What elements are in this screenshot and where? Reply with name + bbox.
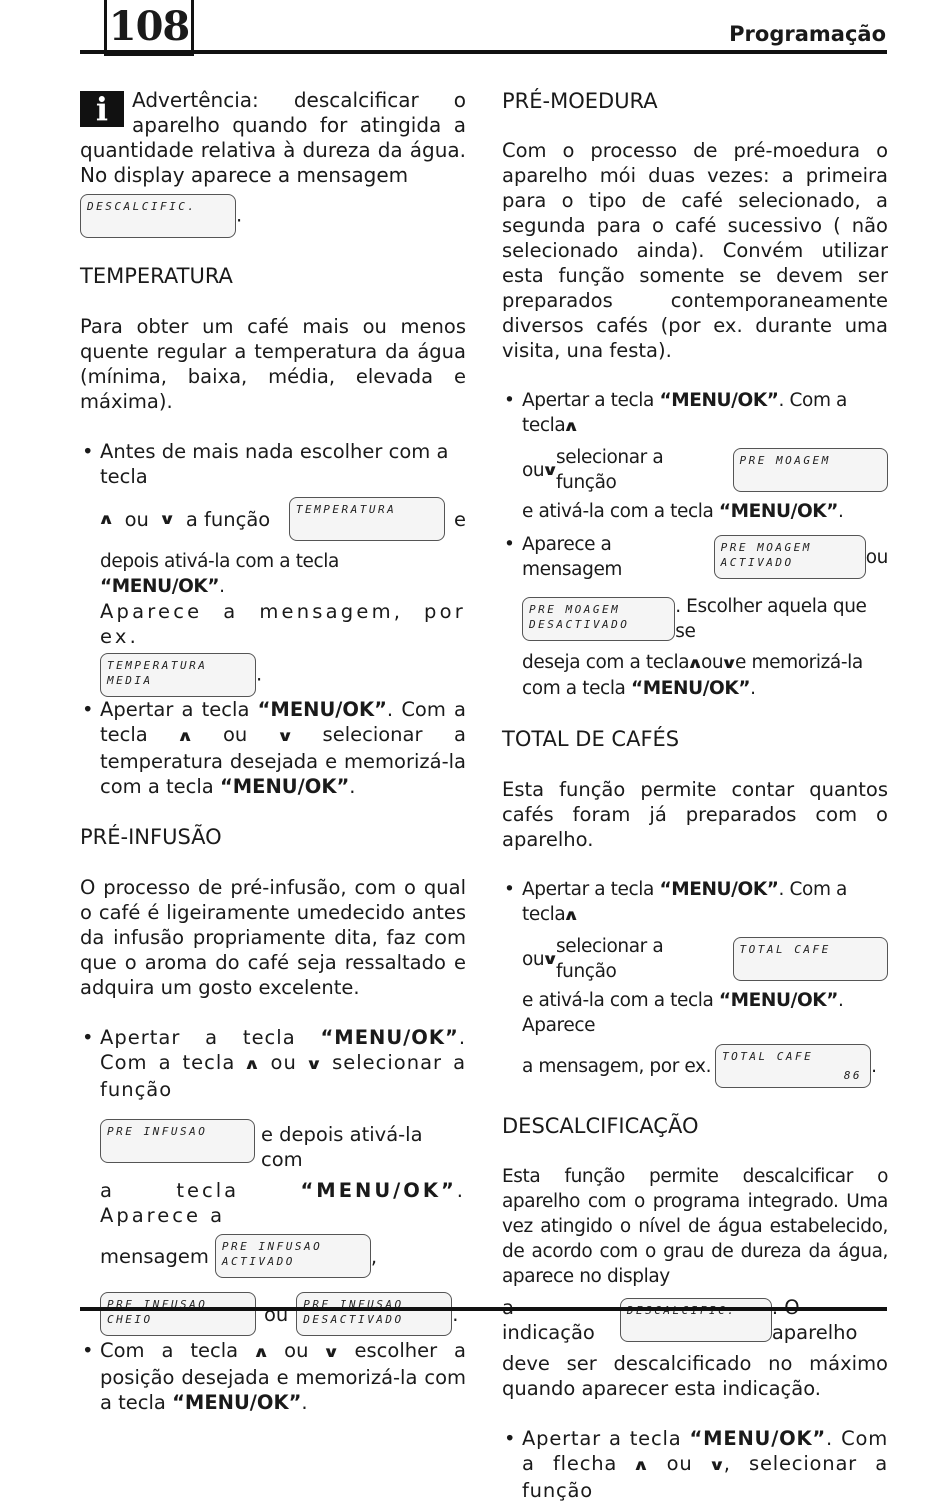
desc-intro: Esta função permite descalcificar o aparelho com o programa integrado. Uma vez atingido o nível de água estabelecido, de acordo com o grau de dureza da água, aparece no display: [502, 1166, 888, 1287]
list-item: • Aparece a mensagem PRE MOAGEM ACTIVADO ou PRE MOAGEM DESACTIVADO . Escolher aquela que se deseja com a tecla∧ou∨e memorizá-la com a tecla “MENU/OK”.: [502, 532, 888, 701]
arrow-down-icon: ∨: [276, 727, 294, 745]
lcd-pre-infusao-activado: PRE INFUSAO ACTIVADO: [215, 1234, 371, 1278]
lcd-temperatura-media: TEMPERATURA MEDIA: [100, 653, 256, 697]
arrow-down-icon: ∨: [541, 460, 559, 479]
list-item: • Antes de mais nada escolher com a tecla ∧ ou ∨ a função TEMPERATURA e depois ativá-la com a tecla “MENU/OK”. Aparece a mensagem, por ex. TEMPERATURA MEDIA .: [80, 439, 466, 697]
arrow-up-icon: ∧: [562, 906, 580, 924]
lcd-pre-infusao-cheio: PRE INFUSAO CHEIO: [100, 1292, 256, 1336]
total-intro: Esta função permite contar quantos cafés foram já preparados com o aparelho.: [502, 778, 888, 851]
lcd-pre-infusao: PRE INFUSAO: [100, 1119, 255, 1163]
lcd-total-cafe-count: TOTAL CAFE 86: [715, 1044, 871, 1088]
section-title: Programação: [729, 22, 886, 46]
arrow-down-icon: ∨: [305, 1055, 324, 1073]
arrow-up-icon: ∧: [243, 1055, 263, 1073]
lcd-pre-moagem-activado: PRE MOAGEM ACTIVADO: [714, 535, 866, 579]
premo-intro: Com o processo de pré-moedura o aparelho mói duas vezes: a primeira para o tipo de café selecionado, a segunda para o café sucessivo ( não selecionado ainda). Convém utilizar esta função somente se devem ser preparados contemporaneamente diversos cafés (por ex. durante uma visita, una festa).: [502, 139, 888, 362]
heading-pre-infusao: PRÉ-INFUSÃO: [80, 825, 222, 849]
lcd-pre-moagem-desactivado: PRE MOAGEM DESACTIVADO: [522, 597, 675, 641]
heading-total-cafes: TOTAL DE CAFÉS: [502, 727, 680, 751]
list-item: • Apertar a tecla “MENU/OK”. Com a tecla∧ ou ∨ selecionar a função PRE MOAGEM e ativá-la com a tecla “MENU/OK”.: [502, 388, 888, 524]
list-item: • Apertar a tecla “MENU/OK”. Com a tecla∧ ou ∨ selecionar a função TOTAL CAFE e ativá-la com a tecla “MENU/OK”. Aparece a mensagem, por ex. TOTAL CAFE 86 .: [502, 877, 888, 1088]
list-item: • Apertar a tecla “MENU/OK”. Com a flecha ∧ ou ∨, selecionar a função: [502, 1426, 888, 1503]
list-item: • Com a tecla ∧ ou ∨ escolher a posição desejada e memorizá-la com a tecla “MENU/OK”.: [80, 1338, 466, 1415]
info-icon: i: [80, 91, 124, 127]
preinf-intro: O processo de pré-infusão, com o qual o café é ligeiramente umedecido antes da infusão propriamente dita, faz com que o aroma do café seja ressaltado e adquira um gosto excelente.: [80, 876, 466, 999]
arrow-up-icon: ∧: [176, 727, 194, 745]
arrow-down-icon: ∨: [158, 509, 176, 528]
left-column: i Advertência: descalcificar o aparelho quando for atingida a quantidade relativa à dureza da água. No display aparece a mensagem DESCALCIFIC. . TEMPERATURA Para obter um café mais ou menos quente regular a temperatura da água (mínima, baixa, média, elevada e máxima). • Antes de mais nada escolher com a tecla ∧ ou ∨ a função TEMPERATURA e depois ativá-la com a tecla “MENU/OK”. Aparece a mensagem, por ex. TEMPERATURA MEDIA . • Apertar a tecla “MENU/OK”. Com a tecla ∧ ou ∨ selecionar a temperatura desejada e memorizá-la com a tecla “MENU/OK”. PRÉ-INFUSÃO O processo de pré-infusão, com o qual o café é ligeiramente umedecido antes da infusão propriamente dita, faz com que o aroma do café seja ressaltado e adquira um gosto excelente. • Apertar a tecla “MENU/OK”. Com a tecla ∧ ou ∨ selecionar a função PRE INFUSAO e depois ativá-la com a tecla “MENU/OK”. Aparece a mensagem PRE INFUSAO ACTIVADO , PRE INFUSAO CHEIO ou PRE INFUSAO DESACTIVADO . • Com a tecla ∧ ou ∨ escolher a posição desejada e memorizá-la com a tecla “MENU/OK”.: [80, 88, 466, 1415]
lcd-descalcific: DESCALCIFIC.: [80, 194, 236, 238]
lcd-pre-moagem: PRE MOAGEM: [733, 448, 888, 492]
arrow-down-icon: ∨: [708, 1456, 727, 1474]
lcd-pre-infusao-desactivado: PRE INFUSAO DESACTIVADO: [296, 1292, 452, 1336]
arrow-up-icon: ∧: [632, 1456, 651, 1474]
lcd-temperatura: TEMPERATURA: [289, 497, 445, 541]
arrow-up-icon: ∧: [562, 417, 580, 435]
list-item: • Apertar a tecla “MENU/OK”. Com a tecla ∧ ou ∨ selecionar a temperatura desejada e memorizá-la com a tecla “MENU/OK”.: [80, 697, 466, 799]
right-column: PRÉ-MOEDURA Com o processo de pré-moedura o aparelho mói duas vezes: a primeira para o tipo de café selecionado, a segunda para o café sucessivo ( não selecionado ainda). Convém utilizar esta função somente se devem ser preparados contemporaneamente diversos cafés (por ex. durante uma visita, una festa). • Apertar a tecla “MENU/OK”. Com a tecla∧ ou ∨ selecionar a função PRE MOAGEM e ativá-la com a tecla “MENU/OK”. • Aparece a mensagem PRE MOAGEM ACTIVADO ou PRE MOAGEM DESACTIVADO . Escolher aquela que se deseja com a tecla∧ou∨e memorizá-la com a tecla “MENU/OK”. TOTAL DE CAFÉS Esta função permite contar quantos cafés foram já preparados com o aparelho. • Apertar a tecla “MENU/OK”. Com a tecla∧ ou ∨ selecionar a função TOTAL CAFE e ativá-la com a tecla “MENU/OK”. Aparece a mensagem, por ex. TOTAL CAFE 86 . DESCALCIFICAÇÃO Esta função permite descalcificar o aparelho com o programa integrado. Uma vez atingido o nível de água estabelecido, de acordo com o grau de dureza da água, aparece no display a indicação DESCALCIFIC. . O aparelho deve ser descalcificado no máximo quando aparecer esta indicação. • Apertar a tecla “MENU/OK”. Com a flecha ∧ ou ∨, selecionar a função: [502, 88, 888, 1503]
arrow-up-icon: ∧: [686, 654, 704, 672]
header-rule: [80, 50, 887, 54]
heading-temperatura: TEMPERATURA: [80, 264, 233, 288]
temp-intro: Para obter um café mais ou menos quente regular a temperatura da água (mínima, baixa, média, elevada e máxima).: [80, 315, 466, 413]
lcd-total-cafe: TOTAL CAFE: [733, 937, 888, 981]
arrow-down-icon: ∨: [541, 949, 559, 968]
arrow-up-icon: ∧: [97, 509, 115, 528]
arrow-down-icon: ∨: [322, 1343, 341, 1361]
footer-rule: [80, 1307, 887, 1311]
list-item: • Apertar a tecla “MENU/OK”. Com a tecla ∧ ou ∨ selecionar a função PRE INFUSAO e depois ativá-la com a tecla “MENU/OK”. Aparece a mensagem PRE INFUSAO ACTIVADO , PRE INFUSAO CHEIO ou PRE INFUSAO DESACTIVADO .: [80, 1025, 466, 1336]
warning-note: i Advertência: descalcificar o aparelho quando for atingida a quantidade relativa à dureza da água. No display aparece a mensagem: [80, 88, 466, 187]
arrow-up-icon: ∧: [252, 1343, 270, 1361]
arrow-down-icon: ∨: [720, 654, 738, 672]
heading-descalcificacao: DESCALCIFICAÇÃO: [502, 1114, 699, 1138]
desc-text: deve ser descalcificado no máximo quando aparecer esta indicação.: [502, 1352, 888, 1400]
page-number: 108: [104, 0, 194, 56]
lcd-descalcific-2: DESCALCIFIC.: [620, 1298, 772, 1342]
heading-pre-moedura: PRÉ-MOEDURA: [502, 89, 658, 113]
